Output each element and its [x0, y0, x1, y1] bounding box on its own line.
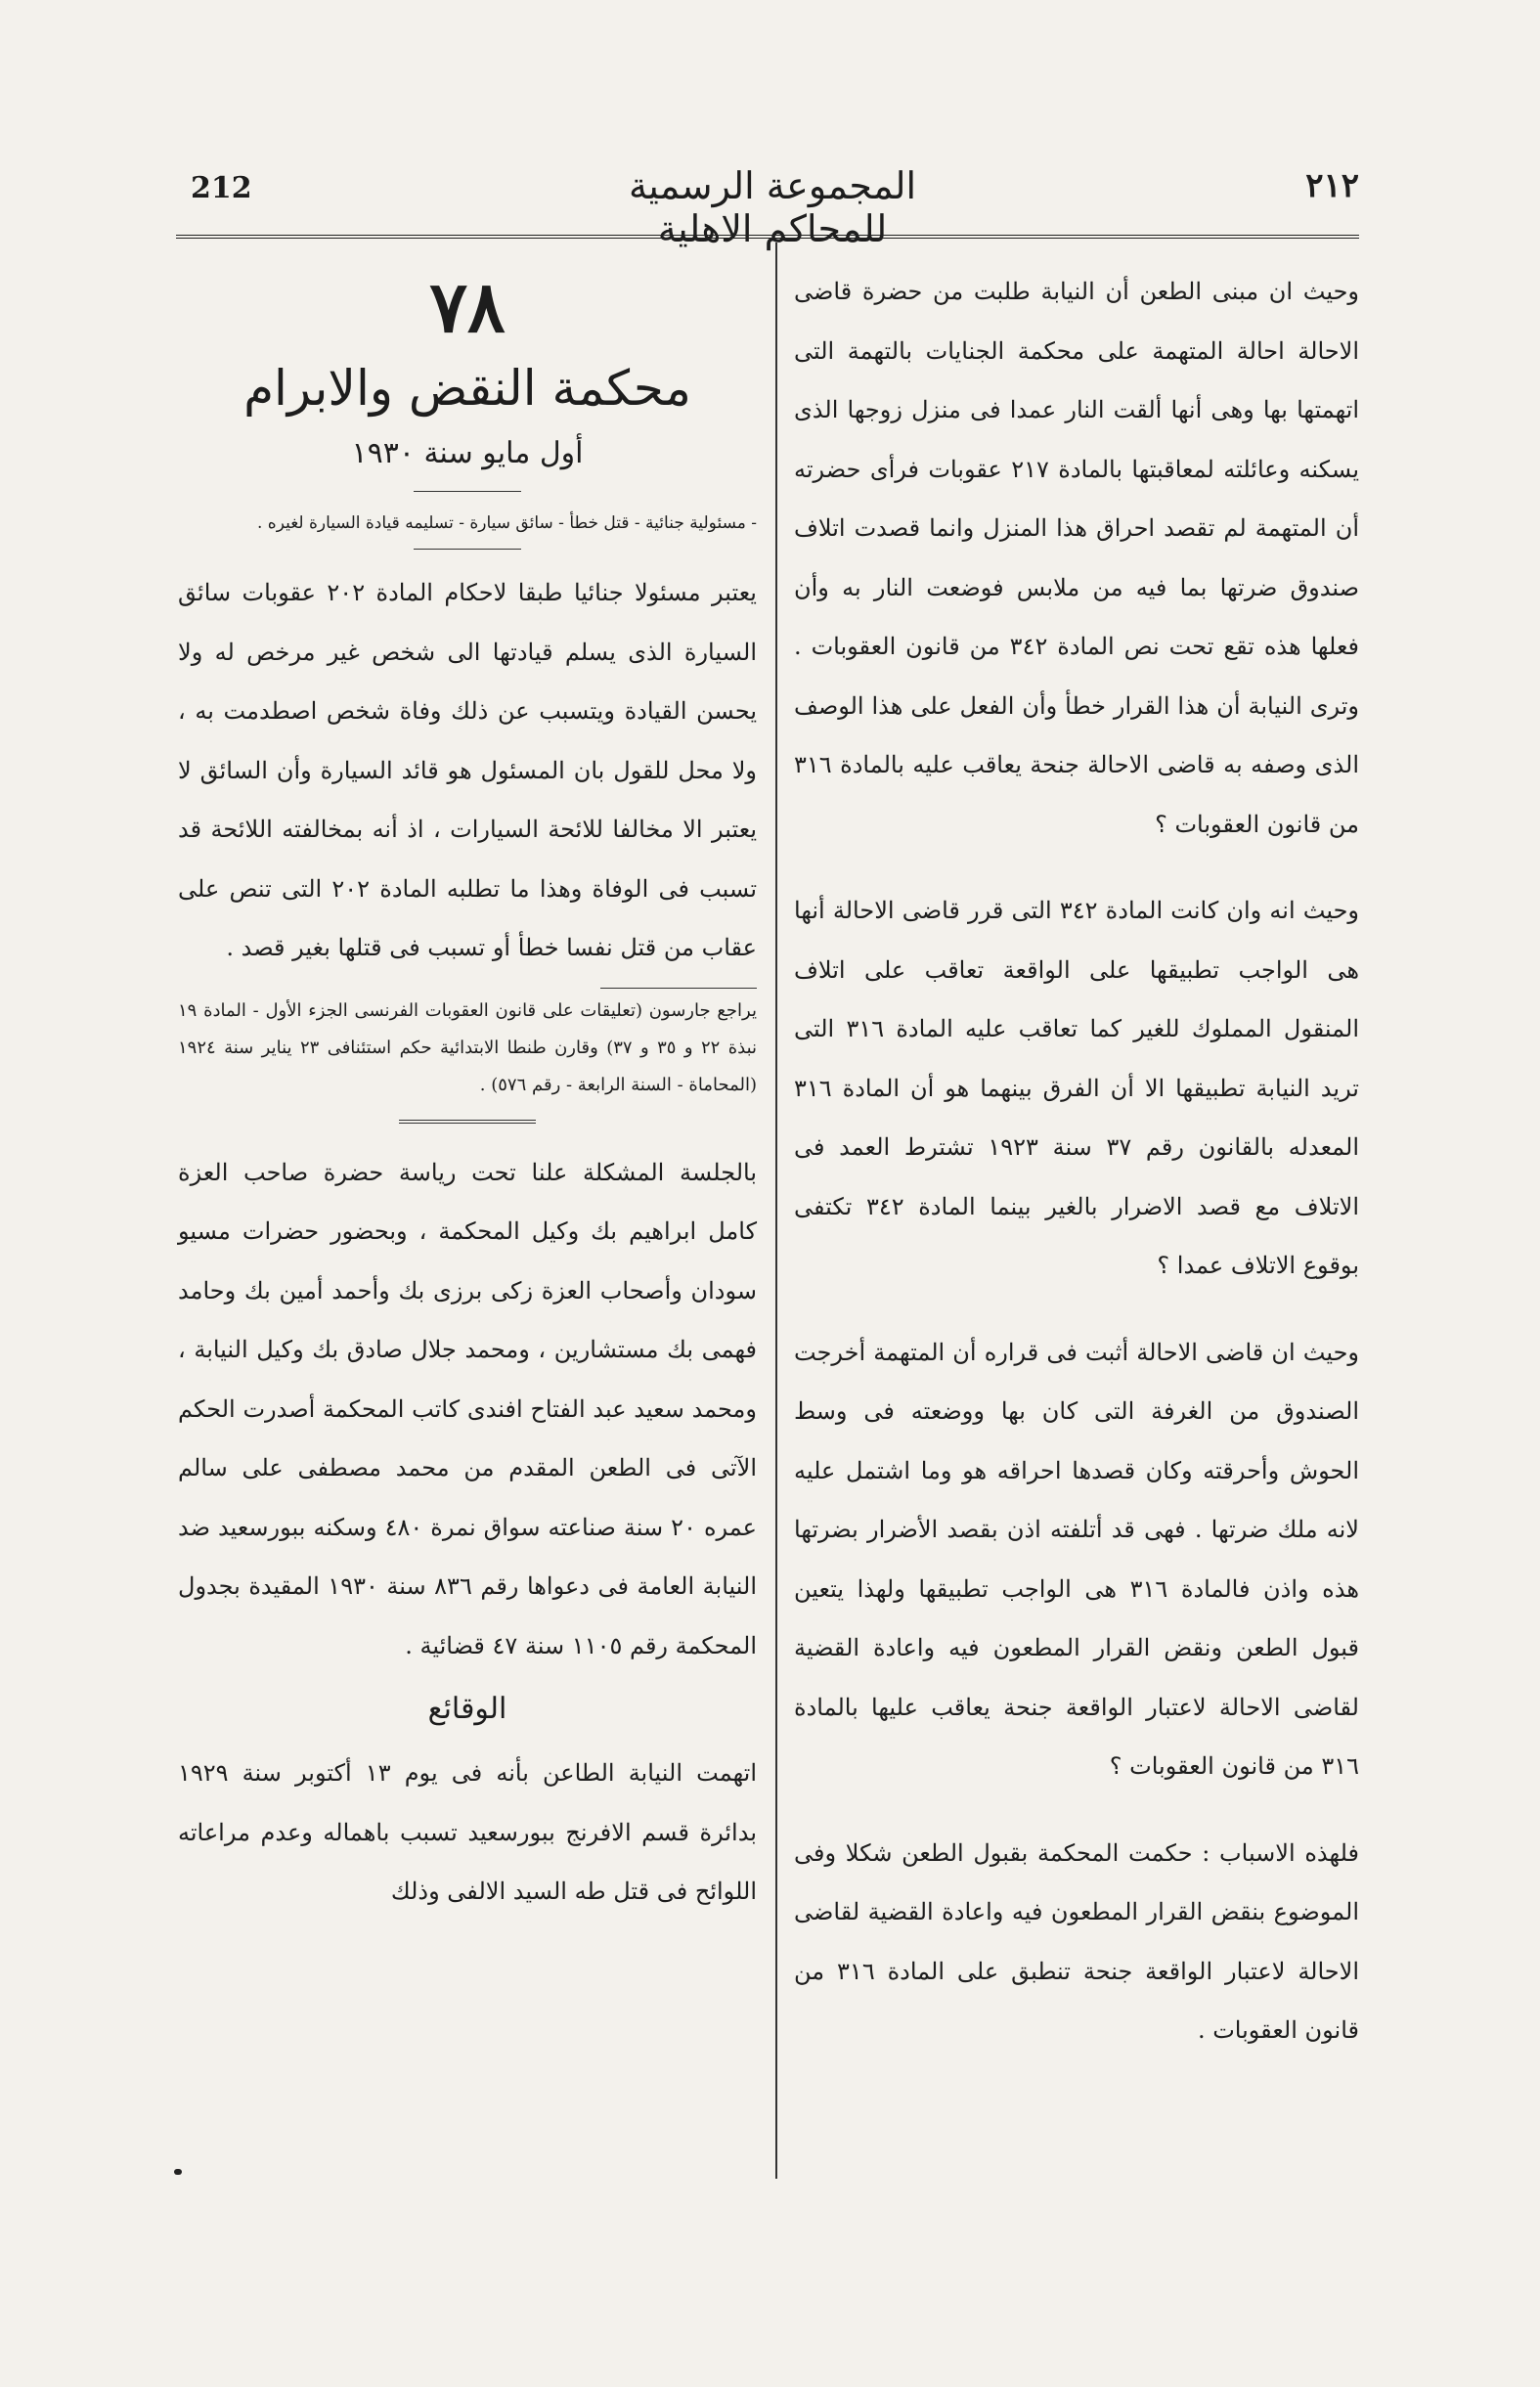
footnote: يراجع جارسون (تعليقات على قانون العقوبات الفرنسى الجزء الأول - المادة ١٩ نبذة ٢٢ و ٣٥ و ٣٧) وقارن طنطا الابتدائية حكم استئنافى ٢٣ يناير سنة ١٩٢٤ (المحاماة - السنة الرابعة - رقم ٥٧٦) . [178, 999, 758, 1095]
page-number-arabic: ٢١٢ [1305, 166, 1359, 205]
paragraph-grounds: وحيث ان مبنى الطعن أن النيابة طلبت من حضرة قاضى الاحالة احالة المتهمة على محكمة الجنايات بالتهمة التى اتهمتها بها وهى أنها ألقت النار عمدا فى منزل زوجها الذى يسكنه وعائلته لمعاقبتها بالمادة ٢١٧ عقوبات فرأى حضرته أن المتهمة لم تقصد احراق هذا المنزل وانما قصدت اتلاف صندوق ضرتها بما فيه من ملابس فوضعت النار به وأن فعلها هذه تقع تحت نص المادة ٣٤٢ من قانون العقوبات . وترى النيابة أن هذا القرار خطأ وأن الفعل على هذا الوصف الذى وصفه به قاضى الاحالة جنحة يعاقب عليه بالمادة ٣١٦ من قانون العقوبات ؟ [794, 278, 1360, 838]
paragraph-ruling: فلهذه الاسباب : حكمت المحكمة بقبول الطعن شكلا وفى الموضوع بنقض القرار المطعون فيه واعادة القضية لقاضى الاحالة لاعتبار الواقعة جنحة تنطبق على المادة ٣١٦ من قانون العقوبات . [794, 1838, 1359, 2044]
separator [414, 549, 521, 550]
right-column [794, 262, 1359, 2060]
ink-mark [174, 2169, 182, 2175]
case-number: ٧٨ [429, 265, 506, 348]
court-name: محكمة النقض والابرام [243, 360, 691, 417]
separator [414, 491, 521, 492]
column-divider [775, 243, 777, 2179]
facts-heading: الوقائع [427, 1692, 507, 1726]
legal-principle: يعتبر مسئولا جنائيا طبقا لاحكام المادة ٢٠٢ عقوبات سائق السيارة الذى يسلم قيادتها الى شخص غير مرخص له ولا يحسن القيادة ويتسبب عن ذلك وفاة شخص اصطدمت به ، ولا محل للقول بان المسئول هو قائد السيارة وأن السائق لا يعتبر الا مخالفا للائحة السيارات ، اذ أنه بمخالفته اللائحة قد تسبب فى الوفاة وهذا ما تطلبه المادة ٢٠٢ التى تنص على عقاب من قتل نفسا خطأ أو تسبب فى قتلها بغير قصد . [178, 579, 758, 961]
footnote-rule [600, 988, 757, 989]
facts-paragraph: اتهمت النيابة الطاعن بأنه فى يوم ١٣ أكتوبر سنة ١٩٢٩ بدائرة قسم الافرنج ببورسعيد تسبب باهماله وعدم مراعاته اللوائح فى قتل طه السيد الالفى وذلك [178, 1759, 757, 1905]
keywords: - مسئولية جنائية - قتل خطأ - سائق سيارة - تسليمه قيادة السيارة لغيره . [256, 513, 757, 533]
header-rule [176, 235, 1359, 239]
double-separator [399, 1120, 536, 1124]
ruling-date: أول مايو سنة ١٩٣٠ [351, 436, 584, 470]
paragraph-articles-comparison: وحيث انه وان كانت المادة ٣٤٢ التى قرر قاضى الاحالة أنها هى الواجب تطبيقها على الواقعة تعاقب على اتلاف المنقول المملوك للغير كما تعاقب عليه المادة ٣١٦ التى تريد النيابة تطبيقها الا أن الفرق بينهما هو أن المادة ٣١٦ المعدله بالقانون رقم ٣٧ سنة ١٩٢٣ تشترط العمد فى الاتلاف مع قصد الاضرار بالغير بينما المادة ٣٤٢ تكتفى بوقوع الاتلاف عمدا ؟ [794, 897, 1360, 1279]
left-column [178, 262, 757, 1922]
page-number-latin: 212 [191, 171, 252, 205]
paragraph-referral-judge: وحيث ان قاضى الاحالة أثبت فى قراره أن المتهمة أخرجت الصندوق من الغرفة التى كان بها ووضعته فى وسط الحوش وأحرقته وكان قصدها احراقه هو وما اشتمل عليه لانه ملك ضرتها . فهى قد أتلفته اذن بقصد الأضرار بضرتها هذه واذن فالمادة ٣١٦ هى الواجب تطبيقها ولهذا يتعين قبول الطعن ونقض القرار المطعون فيه واعادة القضية لقاضى الاحالة لاعتبار الواقعة جنحة يعاقب عليها بالمادة ٣١٦ من قانون العقوبات ؟ [794, 1338, 1359, 1780]
running-title: المجموعة الرسمية للمحاكم الاهلية [628, 164, 917, 250]
session-paragraph: بالجلسة المشكلة علنا تحت رياسة حضرة صاحب العزة كامل ابراهيم بك وكيل المحكمة ، وبحضور حضرات مسيو سودان وأصحاب العزة زكى برزى بك وأحمد أمين بك وحامد فهمى بك مستشارين ، ومحمد جلال صادق بك وكيل النيابة ، ومحمد سعيد عبد الفتاح افندى كاتب المحكمة أصدرت الحكم الآتى فى الطعن المقدم من محمد مصطفى على سالم عمره ٢٠ سنة صناعته سواق نمرة ٤٨٠ وسكنه ببورسعيد ضد النيابة العامة فى دعواها رقم ٨٣٦ سنة ١٩٣٠ المقيدة بجدول المحكمة رقم ١١٠٥ سنة ٤٧ قضائية . [178, 1158, 757, 1659]
